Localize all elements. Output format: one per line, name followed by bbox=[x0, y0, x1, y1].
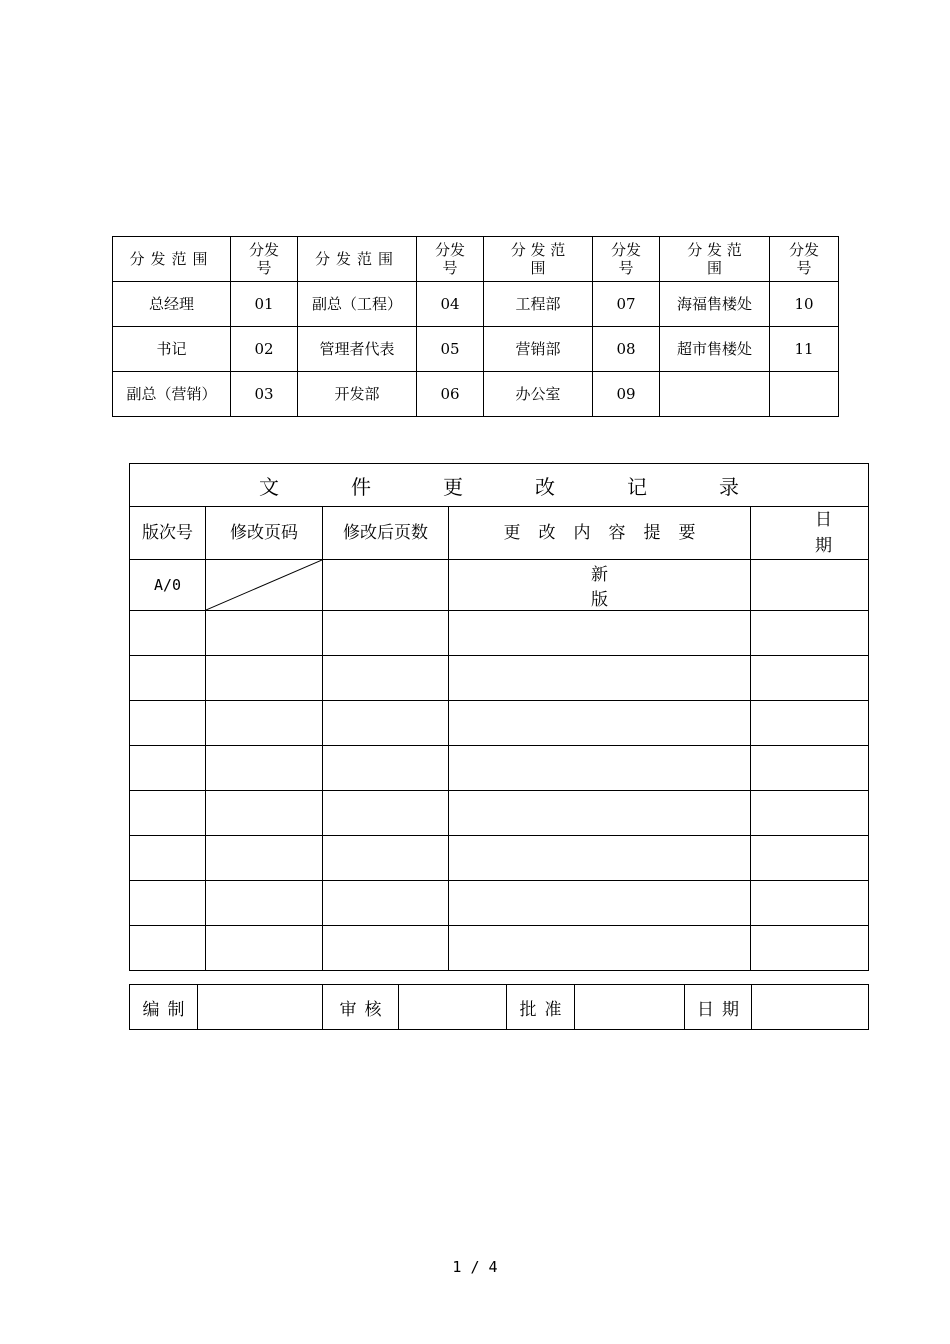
modified-page-cell bbox=[206, 656, 323, 701]
version-cell bbox=[130, 836, 206, 881]
date-cell bbox=[751, 926, 869, 971]
version-cell bbox=[130, 701, 206, 746]
summary-cell bbox=[449, 791, 751, 836]
distribution-row bbox=[113, 327, 839, 372]
modified-page-cell bbox=[206, 926, 323, 971]
recipient-number bbox=[770, 372, 839, 417]
change-record-title: 文件更改记录 bbox=[130, 464, 869, 507]
recipient-name: 总经理 bbox=[113, 282, 231, 327]
signoff-row bbox=[130, 985, 869, 1030]
signoff-table bbox=[129, 984, 869, 1030]
recipient-number: 03 bbox=[231, 372, 298, 417]
modified-page-cell bbox=[206, 881, 323, 926]
date-cell bbox=[751, 836, 869, 881]
modified-page-cell-struck bbox=[206, 560, 323, 611]
change-record-row bbox=[130, 560, 869, 611]
date-cell bbox=[751, 656, 869, 701]
recipient-name bbox=[660, 372, 770, 417]
version-cell bbox=[130, 746, 206, 791]
version-cell bbox=[130, 611, 206, 656]
modified-page-cell bbox=[206, 791, 323, 836]
date-cell bbox=[751, 701, 869, 746]
change-record-row bbox=[130, 611, 869, 656]
recipient-name: 副总（工程） bbox=[298, 282, 417, 327]
summary-header: 更改内容提要 bbox=[449, 507, 751, 560]
pages-after-cell bbox=[323, 656, 449, 701]
date-cell bbox=[751, 746, 869, 791]
change-record-row bbox=[130, 881, 869, 926]
recipient-name: 开发部 bbox=[298, 372, 417, 417]
number-header: 分发 号 bbox=[593, 237, 660, 282]
date-value bbox=[752, 985, 869, 1030]
change-record-row bbox=[130, 836, 869, 881]
summary-cell bbox=[449, 611, 751, 656]
date-cell bbox=[751, 881, 869, 926]
summary-cell bbox=[449, 881, 751, 926]
date-cell bbox=[751, 791, 869, 836]
recipient-number: 08 bbox=[593, 327, 660, 372]
recipient-name: 副总（营销） bbox=[113, 372, 231, 417]
distribution-row bbox=[113, 282, 839, 327]
pages-after-cell bbox=[323, 701, 449, 746]
recipient-number: 11 bbox=[770, 327, 839, 372]
version-header: 版次号 bbox=[130, 507, 206, 560]
pages-after-cell bbox=[323, 560, 449, 611]
distribution-header-row bbox=[113, 237, 839, 282]
compile-value bbox=[198, 985, 323, 1030]
change-record-header-row bbox=[130, 507, 869, 560]
modified-page-header: 修改页码 bbox=[206, 507, 323, 560]
recipient-name: 超市售楼处 bbox=[660, 327, 770, 372]
distribution-table bbox=[112, 236, 839, 417]
version-cell bbox=[130, 791, 206, 836]
scope-header: 分 发 范 围 bbox=[484, 237, 593, 282]
scope-header: 分发范围 bbox=[113, 237, 231, 282]
recipient-name: 工程部 bbox=[484, 282, 593, 327]
summary-cell bbox=[449, 701, 751, 746]
scope-header: 分发范围 bbox=[298, 237, 417, 282]
pages-after-cell bbox=[323, 791, 449, 836]
number-header: 分发 号 bbox=[417, 237, 484, 282]
pages-after-cell bbox=[323, 881, 449, 926]
page-number: 1 / 4 bbox=[452, 1258, 498, 1276]
change-record-row bbox=[130, 656, 869, 701]
change-record-row bbox=[130, 791, 869, 836]
pages-after-header: 修改后页数 bbox=[323, 507, 449, 560]
modified-page-cell bbox=[206, 701, 323, 746]
recipient-name: 办公室 bbox=[484, 372, 593, 417]
approve-value bbox=[575, 985, 685, 1030]
recipient-number: 01 bbox=[231, 282, 298, 327]
pages-after-cell bbox=[323, 926, 449, 971]
recipient-name: 管理者代表 bbox=[298, 327, 417, 372]
version-cell bbox=[130, 881, 206, 926]
version-cell bbox=[130, 926, 206, 971]
change-record-table bbox=[129, 463, 896, 971]
recipient-name: 书记 bbox=[113, 327, 231, 372]
modified-page-cell bbox=[206, 611, 323, 656]
recipient-number: 06 bbox=[417, 372, 484, 417]
date-cell bbox=[751, 611, 869, 656]
recipient-name: 营销部 bbox=[484, 327, 593, 372]
version-cell: A/0 bbox=[130, 560, 206, 611]
change-record-row bbox=[130, 746, 869, 791]
date-header: 日期 bbox=[751, 507, 869, 560]
summary-cell bbox=[449, 656, 751, 701]
recipient-name: 海福售楼处 bbox=[660, 282, 770, 327]
summary-cell: 新版 bbox=[449, 560, 751, 611]
approve-label: 批准 bbox=[507, 985, 575, 1030]
version-cell bbox=[130, 656, 206, 701]
pages-after-cell bbox=[323, 836, 449, 881]
date-cell bbox=[751, 560, 869, 611]
summary-cell bbox=[449, 836, 751, 881]
recipient-number: 05 bbox=[417, 327, 484, 372]
review-value bbox=[399, 985, 507, 1030]
change-record-title-row bbox=[130, 464, 869, 507]
change-record-row bbox=[130, 701, 869, 746]
review-label: 审核 bbox=[323, 985, 399, 1030]
pages-after-cell bbox=[323, 746, 449, 791]
recipient-number: 07 bbox=[593, 282, 660, 327]
recipient-number: 04 bbox=[417, 282, 484, 327]
recipient-number: 10 bbox=[770, 282, 839, 327]
modified-page-cell bbox=[206, 746, 323, 791]
compile-label: 编制 bbox=[130, 985, 198, 1030]
distribution-row bbox=[113, 372, 839, 417]
number-header: 分发 号 bbox=[770, 237, 839, 282]
diagonal-strike-line bbox=[206, 560, 322, 610]
pages-after-cell bbox=[323, 611, 449, 656]
date-label: 日期 bbox=[685, 985, 752, 1030]
number-header: 分发 号 bbox=[231, 237, 298, 282]
summary-cell bbox=[449, 746, 751, 791]
modified-page-cell bbox=[206, 836, 323, 881]
change-record-row bbox=[130, 926, 869, 971]
recipient-number: 02 bbox=[231, 327, 298, 372]
recipient-number: 09 bbox=[593, 372, 660, 417]
scope-header: 分 发 范 围 bbox=[660, 237, 770, 282]
summary-cell bbox=[449, 926, 751, 971]
